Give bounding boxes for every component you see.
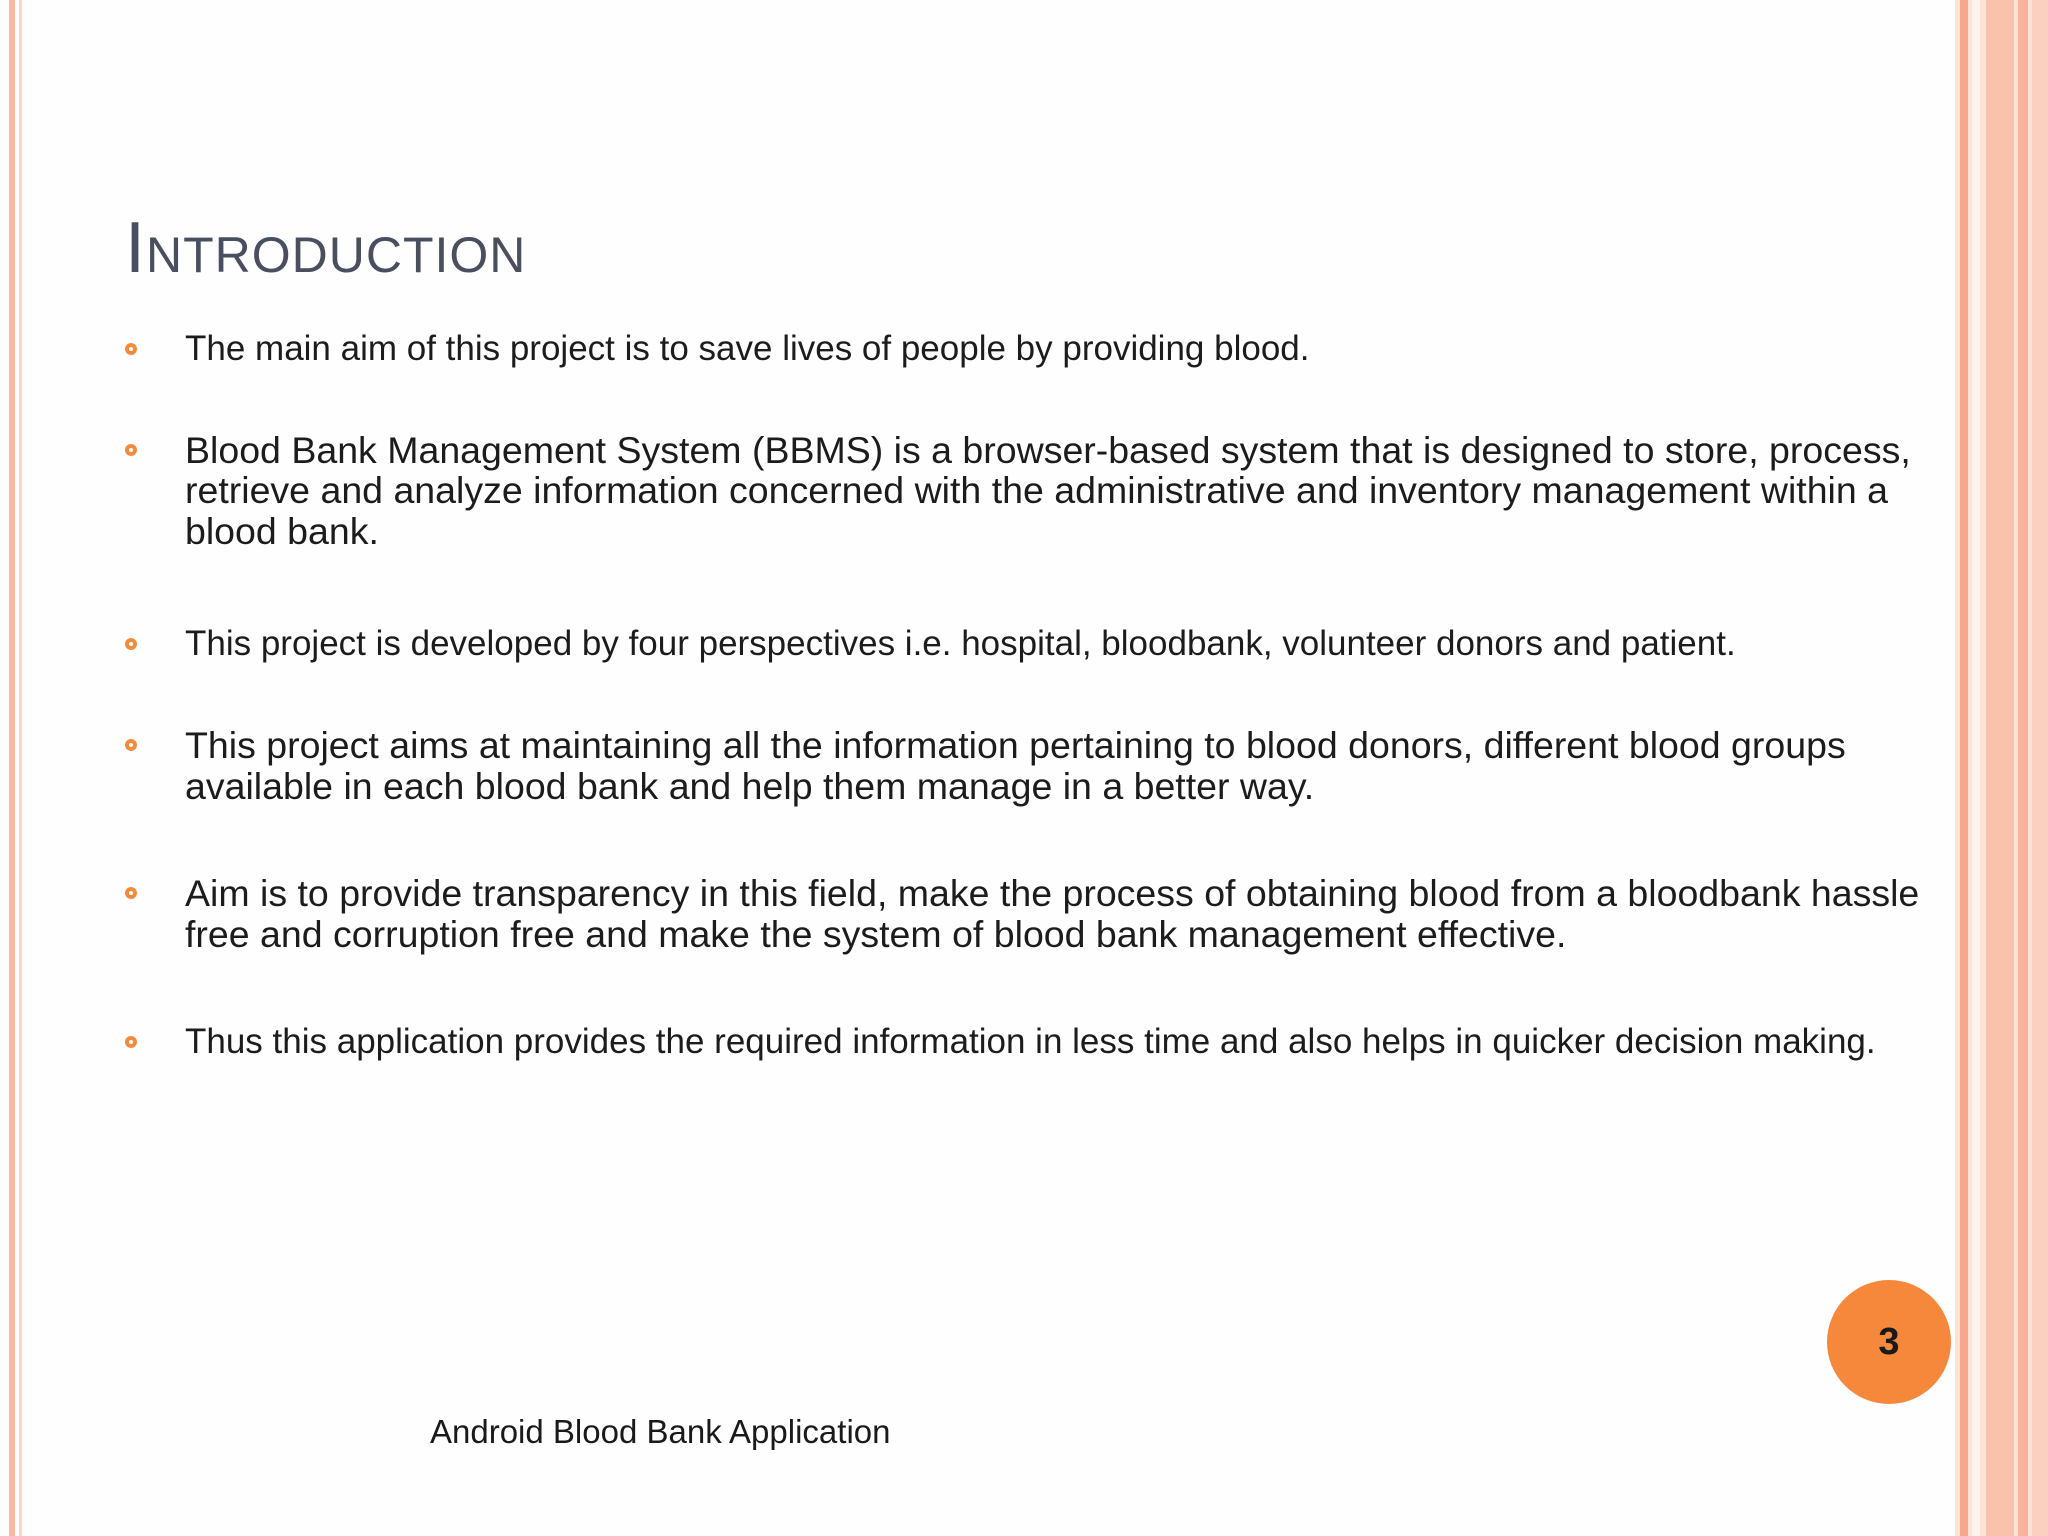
bullet-text: Thus this application provides the required information in less time and also helps in quicker decision making. [185,1022,1876,1062]
right-border-stripe [1960,0,1968,1536]
slide-title: Introduction [125,208,527,288]
bullet-item [120,625,1925,663]
bullet-circle-icon [125,444,137,456]
bullet-list [120,329,1925,1062]
bullet-circle-icon [125,887,137,899]
right-border-stripe [2032,0,2048,1536]
bullet-circle-icon [125,638,137,650]
bullet-item [120,430,1925,552]
bullet-text: This project is developed by four perspectives i.e. hospital, bloodbank, volunteer donors and patient. [185,624,1736,664]
right-border-stripe [1986,0,2014,1536]
right-border-stripe [1972,0,1980,1536]
bullet-circle-icon [125,343,137,355]
left-border-stripe [9,0,15,1536]
left-border-stripe-inner [19,0,22,1536]
bullet-item [120,1022,1925,1062]
bullet-text: The main aim of this project is to save lives of people by providing blood. [185,329,1310,368]
footer-text: Android Blood Bank Application [430,1413,891,1450]
right-border-stripe [2018,0,2028,1536]
bullet-circle-icon [125,739,137,751]
bullet-text: This project aims at maintaining all the information pertaining to blood donors, different blood groups available in each blood bank and help them manage in a better way. [185,724,1846,807]
page-number: 3 [1878,1320,1900,1363]
page-number-badge [1827,1280,1951,1404]
bullet-text: Blood Bank Management System (BBMS) is a browser-based system that is designed to store, process, retrieve and analyze information concerned with the administrative and inventory management within a blood bank. [185,428,1911,552]
bullet-item [120,725,1925,806]
bullet-text: Aim is to provide transparency in this field, make the process of obtaining blood from a bloodbank hassle free and corruption free and make the system of blood bank management effective. [185,872,1920,955]
bullet-item [120,873,1925,954]
bullet-item [120,330,1925,368]
bullet-circle-icon [125,1036,137,1048]
